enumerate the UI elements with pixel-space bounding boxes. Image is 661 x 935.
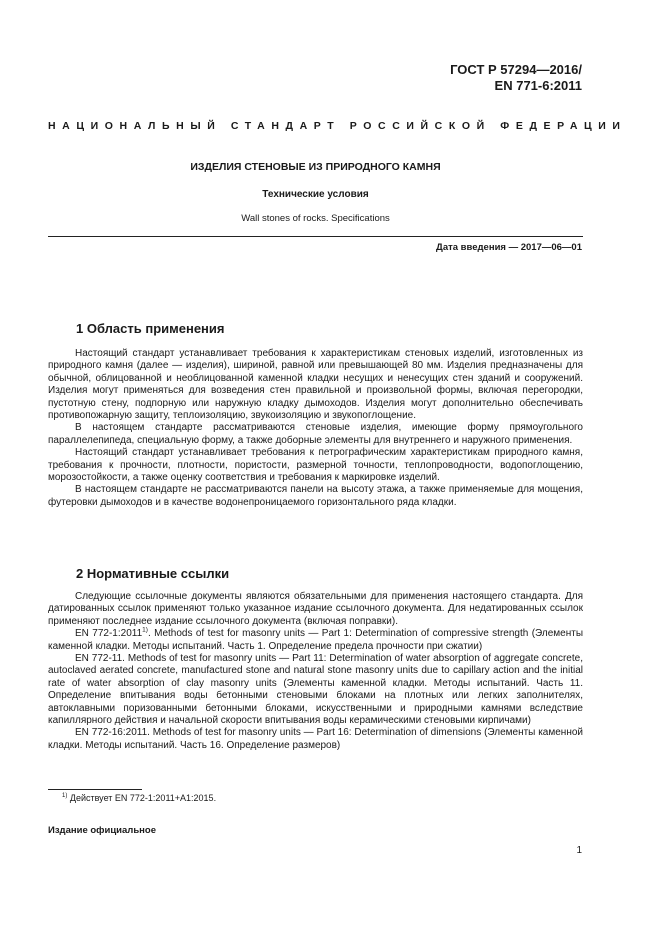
section-1-paragraph: Настоящий стандарт устанавливает требования к петрографическим характеристикам природного камня, требования к прочности, плотности, пористости, размерной точности, теплопроводности, водопоглощению, морозостойкости, а также оценку соответствия и требования к маркировке изделий.: [48, 447, 583, 484]
reference-entry: EN 772-11. Methods of test for masonry units — Part 11: Determination of water absorption of aggregate concrete, autoclaved aerated concrete, manufactured stone and natural stone masonry units due to capillary action and the initial rate of water absorption of clay masonry units (Элементы каменной кладки. Методы испытаний. Часть 11. Определение впитывания воды бетонными стеновыми блоками на плотных или легких заполнителях, автоклавными поризованными бетонными блоками, искусственными и природными камнями вследствие капиллярного действия и начальной скорости впитывания воды керамическими стеновыми кирпичами): [48, 653, 583, 727]
section-2-intro: Следующие ссылочные документы являются обязательными для применения настоящего стандарта. Для датированных ссылок применяют только указанное издание ссылочного документа. Для недатированных ссылок применяют последнее издание ссылочного документа (включая поправки).: [48, 591, 583, 627]
page-number: 1: [576, 845, 582, 856]
section-1-heading: 1 Область применения: [76, 321, 225, 336]
footnote: [62, 793, 216, 803]
document-subtitle-ru: Технические условия: [262, 189, 369, 200]
section-2-body: [48, 591, 583, 752]
reference-entry: EN 772-16:2011. Methods of test for masonry units — Part 16: Determination of dimensions (Элементы каменной кладки. Методы испытаний. Часть 16. Определение размеров): [48, 727, 583, 751]
section-2-heading: 2 Нормативные ссылки: [76, 566, 230, 581]
national-standard-banner: НАЦИОНАЛЬНЫЙ СТАНДАРТ РОССИЙСКОЙ ФЕДЕРАЦИИ: [48, 120, 627, 132]
section-1-body: [48, 348, 583, 509]
title-divider: [48, 236, 583, 237]
section-1-paragraph: В настоящем стандарте рассматриваются стеновые изделия, имеющие форму прямоугольного параллелепипеда, специальную форму, а также доборные элементы для внутреннего и наружного применения.: [48, 422, 583, 446]
section-1-paragraph: В настоящем стандарте не рассматриваются панели на высоту этажа, а также применяемые для мощения, футеровки дымоходов и в качестве водонепроницаемого горизонтального ряда кладки.: [48, 484, 583, 508]
date-of-introduction: Дата введения — 2017—06—01: [436, 242, 582, 253]
official-edition-label: Издание официальное: [48, 825, 156, 836]
footnote-text: Действует EN 772-1:2011+A1:2015.: [67, 793, 217, 803]
standard-number-line2: EN 771-6:2011: [494, 78, 582, 93]
reference-code: EN 772-1:2011: [75, 628, 143, 640]
footnote-marker: 1): [142, 626, 148, 634]
document-title-en: Wall stones of rocks. Specifications: [241, 213, 390, 224]
standard-number-line1: ГОСТ Р 57294—2016/: [450, 62, 582, 77]
document-title-ru: ИЗДЕЛИЯ СТЕНОВЫЕ ИЗ ПРИРОДНОГО КАМНЯ: [190, 161, 441, 173]
footnote-number: 1): [62, 793, 68, 799]
standard-number: [450, 62, 582, 94]
footnote-divider: [48, 789, 142, 790]
reference-entry: [48, 628, 583, 653]
reference-text: . Methods of test for masonry units — Part 1: Determination of compressive strength (Элементы каменной кладки. Методы испытаний. Часть 1. Определение предела прочности при сжатии): [48, 628, 584, 652]
section-1-paragraph: Настоящий стандарт устанавливает требования к характеристикам стеновых изделий, изготовленных из природного камня (далее — изделия), шириной, равной или превышающей 80 мм. Изделия предназначены для обычной, облицованной и необлицованной каменной кладки несущих и ненесущих стен зданий и сооружений. Изделия могут применяться для возведения стен правильной и произвольной формы, включая перегородки, пустотную стену, подпорную или наружную кладку дымоходов. Изделия могут дополнительно обеспечивать противопожарную защиту, теплоизоляцию, звукоизоляцию и звукопоглощение.: [48, 348, 583, 422]
